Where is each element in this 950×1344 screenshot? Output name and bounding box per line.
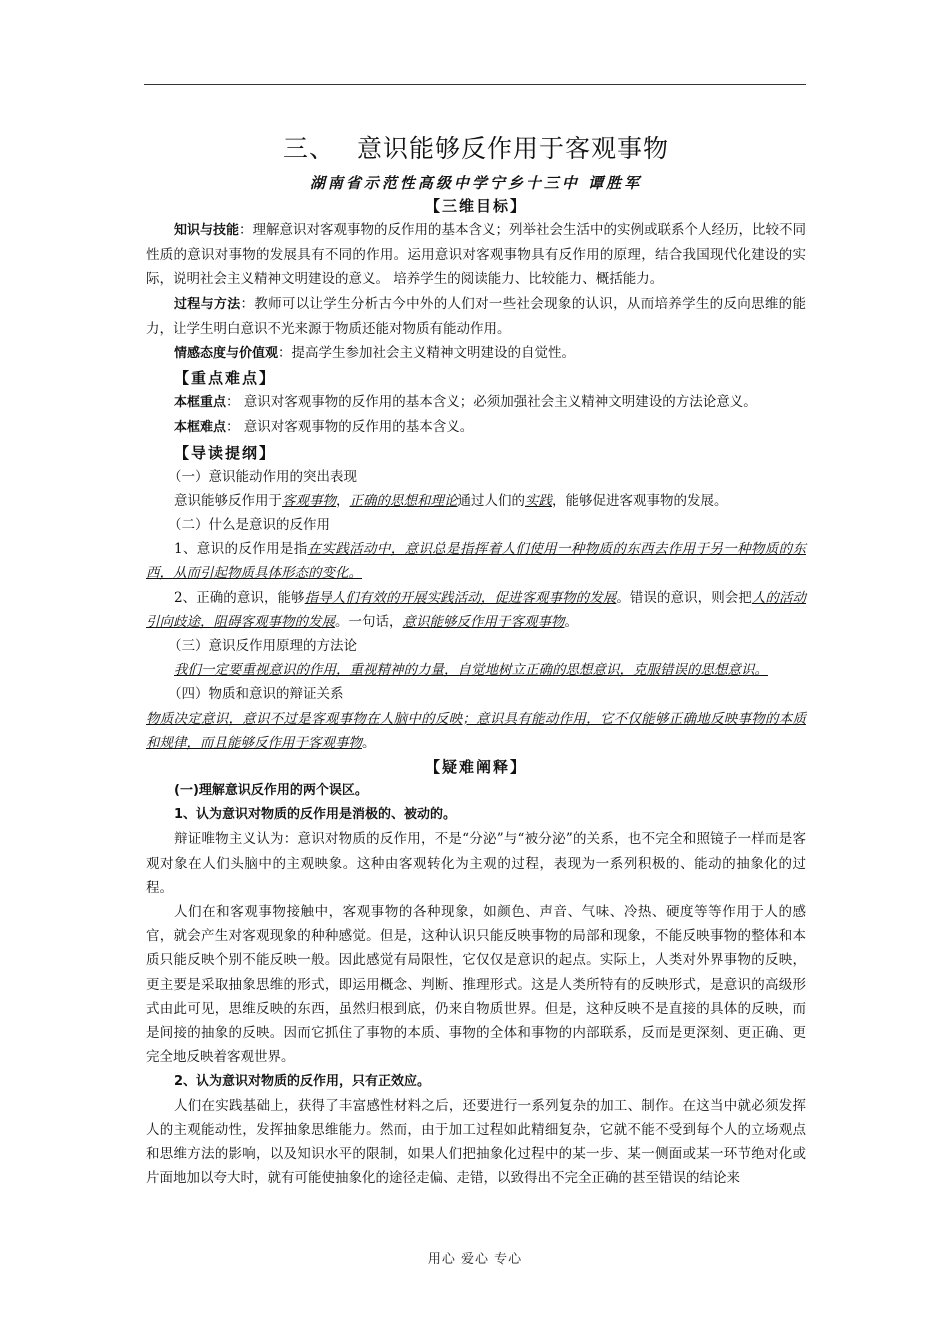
outline-text-4e: 。 [362,734,376,751]
section-heading-outline: 【导读提纲】 [174,443,277,462]
underline-answer: 我们一定要重视意识的作用，重视精神的力量，自觉地树立正确的思想意识，克服错误的思想意识。 [174,662,768,679]
outline-item-1: （一）意识能动作用的突出表现 [168,468,357,485]
page-footer: 用心 爱心 专心 [427,1252,523,1267]
outline-text-2d: 。一句话， [335,613,403,630]
outline-item-2: （二）什么是意识的反作用 [168,517,330,534]
underline-answer: 物质决定意识，意识不过是客观事物在人脑中的反映；意识具有能动作用，它不仅能够正确地反映事物的本质和规律，而且能够反作用于客观事物 [146,710,806,751]
underline-answer: 指导人们有效的开展实践活动，促进客观事物的发展 [304,589,617,606]
text-attitude: ：提高学生参加社会主义精神文明建设的自觉性。 [278,345,576,362]
subheading-misconception-1: 1、认为意识对物质的反作用是消极的、被动的。 [174,807,457,823]
header-rule [144,84,806,85]
outline-text-2e: 。 [564,613,578,630]
subheading-misconception-2: 2、认为意识对物质的反作用，只有正效应。 [174,1073,431,1089]
paragraph-knowledge [146,218,806,292]
paragraph-key [146,390,806,415]
paragraph-attitude [146,341,806,366]
text-knowledge: ：理解意识对客观事物的反作用的基本含义；列举社会生活中的实例或联系个人经历，比较不同性质的意识对事物的发展具有不同的作用。运用意识对客观事物具有反作用的原理，结合我国现代化建设的实际，说明社会主义精神文明建设的意义。 培养学生的阅读能力、比较能力、概括能力。 [146,222,807,288]
section-heading-goals: 【三维目标】 [424,197,527,215]
paragraph-1: 辩证唯物主义认为：意识对物质的反作用，不是“分泌”与“被分泌”的关系，也不完全和照镜子一样而是客观对象在人们头脑中的主观映象。这种由客观转化为主观的过程，表现为一系列积极的、能动的抽象化的过程。 [146,831,806,896]
outline-item-4: （四）物质和意识的辩证关系 [168,686,344,703]
outline-text-2b [146,586,806,634]
outline-text-2a [146,537,806,585]
paragraph-process [146,292,806,341]
subheading-misconceptions: (一)理解意识反作用的两个误区。 [174,783,368,799]
underline-answer: 意识能够反作用于客观事物 [402,613,565,630]
underline-answer: 人的活动引向歧途，阻碍客观事物的发展 [146,589,807,630]
outline-item-3: （三）意识反作用原理的方法论 [168,638,357,655]
underline-answer: 客观事物 [282,492,336,509]
outline-text-1 [146,489,806,513]
label-key: 本框重点 [174,395,227,411]
label-process: 过程与方法 [174,296,241,312]
outline-text-1a: 意识能够反作用于 [174,492,282,509]
author-line: 湖南省示范性高级中学宁乡十三中 谭胜军 [309,174,643,192]
underline-answer: 实践 [525,492,552,509]
label-knowledge: 知识与技能 [174,223,240,238]
section-heading-explanation: 【疑难阐释】 [424,758,527,777]
underline-answer: 在实践活动中，意识总是指挥着人们使用一种物质的东西去作用于另一种物质的东西，从而引起物质具体形态的变化。 [146,541,806,582]
outline-text-2c: 。错误的意识，则会把 [616,589,752,606]
title-text: 意识能够反作用于客观事物 [357,134,670,163]
paragraph-difficulty [146,415,806,440]
label-difficulty: 本框难点 [174,420,227,436]
outline-text-4 [146,707,806,755]
outline-text-2b-lead: 2、正确的意识，能够 [174,589,305,606]
outline-text-1d: ，能够促进客观事物的发展。 [552,492,728,509]
paragraph-2: 人们在和客观事物接触中，客观事物的各种现象，如颜色、声音、气味、冷热、硬度等等作用于人的感官，就会产生对客观现象的种种感觉。但是，这种认识只能反映事物的局部和现象，不能反映事物的整体和本质只能反映个别不能反映一般。因此感觉有局限性，它仅仅是意识的起点。实际上，人类对外界事物的反映，更主要是采取抽象思维的形式，即运用概念、判断、推理形式。这是人类所特有的反映形式，是意识的高级形式由此可见，思维反映的东西，虽然归根到底，仍来自物质世界。但是，这种反映不是直接的具体的反映，而是间接的抽象的反映。因而它抓住了事物的本质、事物的全体和事物的内部联系，反而是更深刻、更正确、更完全地反映着客观世界。 [146,904,806,1066]
outline-text-3 [146,658,806,682]
label-attitude: 情感态度与价值观 [174,346,279,362]
text-key: ： 意识对客观事物的反作用的基本含义；必须加强社会主义精神文明建设的方法论意义。 [226,394,757,411]
underline-answer: 正确的思想和理论 [349,492,458,509]
paragraph-3: 人们在实践基础上，获得了丰富感性材料之后，还要进行一系列复杂的加工、制作。在这当中就必须发挥人的主观能动性，发挥抽象思维能力。然而，由于加工过程如此精细复杂，它就不能不受到每个人的立场观点和思维方法的影响，以及知识水平的限制，如果人们把抽象化过程中的某一步、某一侧面或某一环节绝对化或片面地加以夸大时，就有可能使抽象化的途径走偏、走错，以致得出不完全正确的甚至错误的结论来 [146,1097,806,1187]
section-heading-key-points: 【重点难点】 [174,369,277,388]
document-body [146,132,806,1191]
outline-text-1c: 通过人们的 [457,492,525,509]
outline-text-1b: ， [336,492,350,509]
title-number: 三、 [282,134,335,163]
text-difficulty: ： 意识对客观事物的反作用的基本含义。 [226,419,474,436]
outline-text-2a-lead: 1、意识的反作用是指 [174,541,308,558]
page-title [146,132,806,166]
text-process: ：教师可以让学生分析古今中外的人们对一些社会现象的认识，从而培养学生的反向思维的能力，让学生明白意识不光来源于物质还能对物质有能动作用。 [146,295,806,337]
